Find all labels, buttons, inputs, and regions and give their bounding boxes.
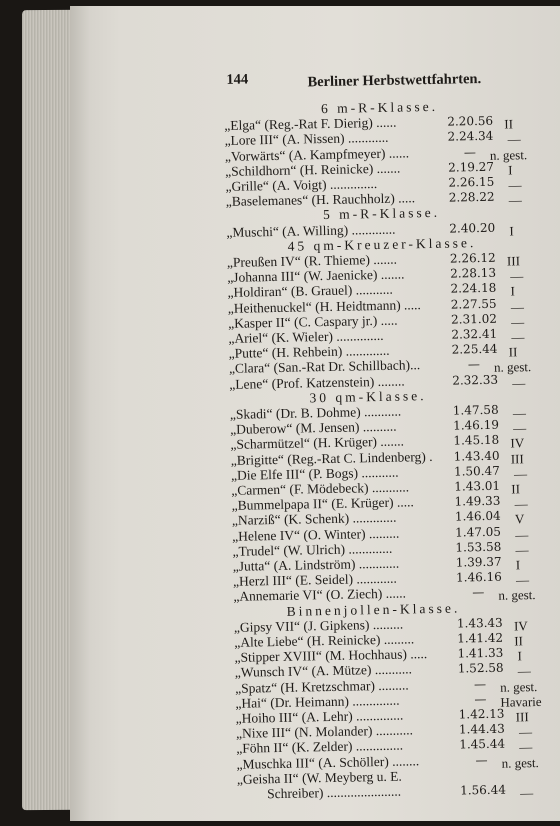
entry-place: — bbox=[513, 465, 528, 482]
entry-time: 1.46.16 bbox=[455, 569, 502, 585]
entry-time: 2.19.27 bbox=[448, 159, 495, 175]
entry-place: n. gest. bbox=[500, 678, 538, 695]
entry-boat: „Skadi“ (Dr. B. Dohme) ........... bbox=[229, 403, 402, 422]
entry-boat: „Scharmützel“ (H. Krüger) ....... bbox=[230, 433, 405, 453]
entry-time: 1.43.40 bbox=[453, 448, 500, 464]
entry-boat: „Spatz“ (H. Kretzschmar) ......... bbox=[234, 677, 409, 696]
entry-boat: „Gipsy VII“ (J. Gipkens) ......... bbox=[233, 616, 404, 635]
entry-place: II bbox=[508, 344, 518, 360]
entry-place: n. gest. bbox=[493, 359, 532, 376]
entry-boat: „Helene IV“ (O. Winter) ......... bbox=[232, 525, 400, 544]
entry-place: I bbox=[510, 283, 516, 299]
entry-time: 2.32.41 bbox=[451, 326, 498, 342]
entry-time: 2.26.12 bbox=[449, 250, 496, 266]
page-number: 144 bbox=[226, 71, 249, 88]
entry-place: III bbox=[510, 450, 524, 467]
entry-time: — bbox=[474, 691, 487, 707]
entry-boat: „Trudel“ (W. Ulrich) ............. bbox=[232, 540, 393, 559]
entry-place: I bbox=[509, 222, 514, 239]
entry-place: — bbox=[518, 724, 533, 740]
entry-time: 1.52.58 bbox=[457, 661, 504, 676]
entry-boat: „Heithenuckel“ (H. Heidtmann) ..... bbox=[227, 296, 421, 316]
entry-boat: „Geisha II“ (W. Meyberg u. E. bbox=[236, 768, 402, 787]
entry-place: — bbox=[510, 298, 524, 315]
entry-boat: „Baselemanes“ (H. Rauchholz) ..... bbox=[225, 190, 416, 210]
entry-boat: „Ariel“ (K. Wieler) .............. bbox=[228, 327, 384, 346]
entry-time: 2.27.55 bbox=[450, 296, 497, 312]
entry-place: II bbox=[514, 633, 524, 649]
entry-time: 2.26.15 bbox=[448, 174, 495, 190]
entry-boat: „Brigitte“ (Reg.-Rat C. Lindenberg) . bbox=[230, 448, 433, 468]
entry-boat: „Annemarie VI“ (O. Ziech) ...... bbox=[233, 585, 407, 605]
entry-time: 1.53.58 bbox=[455, 539, 502, 555]
entry-boat: „Hai“ (Dr. Heimann) .............. bbox=[235, 692, 400, 711]
entry-time: — bbox=[472, 585, 485, 600]
entry-boat: „Die Elfe III“ (P. Bogs) ........... bbox=[230, 464, 399, 483]
entry-place: — bbox=[515, 526, 529, 543]
entry-time: 1.56.44 bbox=[459, 782, 507, 798]
entry-boat: „Wunsch IV“ (A. Mütze) ........... bbox=[234, 661, 413, 681]
entry-time: 2.40.20 bbox=[449, 220, 496, 236]
entry-time: 2.24.34 bbox=[447, 129, 494, 145]
entry-place: — bbox=[515, 541, 529, 558]
entry-boat: „Narziß“ (K. Schenk) ............. bbox=[231, 510, 397, 529]
entry-time: 2.28.22 bbox=[448, 189, 495, 205]
entry-place: — bbox=[510, 314, 525, 330]
class-heading: 6 m-R-Klasse. bbox=[320, 98, 439, 117]
entry-place: II bbox=[511, 481, 521, 497]
entry-time: 1.50.47 bbox=[453, 463, 500, 479]
entry-time: 1.42.13 bbox=[458, 706, 505, 722]
entry-time: 1.43.01 bbox=[454, 478, 501, 494]
entry-place: V bbox=[514, 511, 525, 527]
class-heading: 5 m-R-Klasse. bbox=[322, 205, 441, 223]
entry-time: 1.41.42 bbox=[457, 630, 504, 646]
entry-time: 2.20.56 bbox=[447, 113, 494, 129]
entry-place: I bbox=[508, 162, 513, 178]
entry-boat: „Clara“ (San.-Rat Dr. Schillbach)... bbox=[228, 357, 421, 377]
entry-place: n. gest. bbox=[489, 146, 528, 163]
entry-time: 2.24.18 bbox=[450, 281, 497, 297]
entry-time: — bbox=[463, 144, 477, 159]
entry-boat: „Putte“ (H. Rehbein) ............. bbox=[228, 342, 390, 362]
entry-time: — bbox=[475, 752, 488, 767]
entry-boat: „Carmen“ (F. Mödebeck) ........... bbox=[231, 479, 410, 498]
entry-place: — bbox=[517, 663, 531, 679]
entry-boat: „Lene“ (Prof. Katzenstein) ........ bbox=[229, 373, 405, 392]
entry-place: — bbox=[514, 496, 528, 512]
entry-place: IV bbox=[513, 618, 528, 634]
entry-time: 1.39.37 bbox=[455, 554, 502, 570]
entry-boat: „Muschka III“ (A. Schöller) ........ bbox=[236, 752, 420, 772]
entry-boat: „Jutta“ (A. Lindström) ............ bbox=[232, 555, 400, 574]
entry-place: IV bbox=[510, 435, 525, 451]
entry-time: 2.31.02 bbox=[450, 311, 498, 327]
entry-place: — bbox=[512, 405, 527, 421]
entry-place: — bbox=[513, 420, 527, 436]
entry-time: 1.45.18 bbox=[453, 433, 500, 448]
entry-boat: „Holdiran“ (B. Grauel) ........... bbox=[227, 282, 393, 301]
entry-place: III bbox=[515, 709, 529, 725]
entry-boat: „Stipper XVIII“ (M. Hochhaus) ..... bbox=[234, 646, 428, 666]
class-heading: 45 qm-Kreuzer-Klasse. bbox=[287, 234, 477, 254]
entry-time: 1.43.43 bbox=[456, 615, 503, 631]
entry-boat: „Bummelpapa II“ (E. Krüger) ..... bbox=[231, 494, 414, 514]
entry-time: 1.47.05 bbox=[455, 524, 502, 540]
class-heading: Binnenjollen-Klasse. bbox=[286, 600, 461, 619]
entry-time: 1.47.58 bbox=[452, 402, 499, 418]
entry-boat: „Schildhorn“ (H. Reinicke) ....... bbox=[225, 160, 401, 179]
entry-place: — bbox=[508, 177, 522, 193]
entry-time: 2.28.13 bbox=[450, 265, 497, 281]
entry-time: — bbox=[473, 676, 487, 691]
entry-place: III bbox=[506, 253, 521, 269]
entry-time: 2.32.33 bbox=[452, 372, 499, 388]
entry-time: 2.25.44 bbox=[451, 341, 498, 357]
entry-boat: „Duberow“ (M. Jensen) .......... bbox=[230, 418, 397, 438]
entry-place: — bbox=[520, 785, 534, 801]
entry-place: II bbox=[504, 116, 514, 132]
entry-place: I bbox=[517, 648, 523, 664]
entry-place: — bbox=[511, 329, 525, 345]
entry-boat: „Muschi“ (A. Willing) ............. bbox=[226, 221, 396, 240]
entry-place: — bbox=[512, 374, 526, 391]
entry-time: 1.41.33 bbox=[457, 645, 504, 661]
entry-time: 1.46.04 bbox=[454, 509, 501, 524]
entry-place: — bbox=[507, 131, 521, 147]
entry-boat: „Vorwärts“ (A. Kampfmeyer) ...... bbox=[224, 144, 410, 164]
entry-place: — bbox=[510, 268, 524, 284]
entry-place: — bbox=[515, 572, 530, 588]
entry-boat: „Alte Liebe“ (H. Reinicke) ......... bbox=[234, 631, 415, 650]
entry-place: — bbox=[519, 739, 533, 755]
entry-time: — bbox=[467, 357, 481, 372]
entry-place: — bbox=[508, 192, 522, 208]
running-title: Berliner Herbstwettfahrten. bbox=[307, 70, 482, 91]
entry-boat: „Johanna III“ (W. Jaenicke) ....... bbox=[227, 266, 405, 286]
entry-place: I bbox=[515, 557, 521, 573]
entry-boat: „Nixe III“ (N. Molander) ........... bbox=[235, 722, 414, 742]
entry-place: Havarie bbox=[500, 693, 542, 710]
entry-time: 1.49.33 bbox=[454, 493, 501, 509]
entry-boat: „Grille“ (A. Voigt) .............. bbox=[225, 176, 378, 194]
entry-boat: „Hoiho III“ (A. Lehr) .............. bbox=[235, 707, 404, 726]
entry-boat: „Lore III“ (A. Nissen) ............ bbox=[224, 130, 389, 149]
entry-boat: „Elga“ (Reg.-Rat F. Dierig) ...... bbox=[224, 114, 397, 134]
entry-boat: Schreiber) ...................... bbox=[267, 783, 402, 802]
entry-time: 1.44.43 bbox=[458, 721, 505, 737]
entry-boat: „Kasper II“ (C. Caspary jr.) ..... bbox=[227, 312, 398, 331]
entry-boat: „Herzl III“ (E. Seidel) ............ bbox=[232, 570, 398, 590]
class-heading: 30 qm-Klasse. bbox=[309, 387, 427, 406]
entry-boat: „Föhn II“ (K. Zelder) .............. bbox=[236, 738, 404, 757]
entry-place: n. gest. bbox=[501, 754, 539, 771]
entry-boat: „Preußen IV“ (R. Thieme) ....... bbox=[226, 251, 398, 270]
entry-place: n. gest. bbox=[498, 587, 536, 604]
entry-time: 1.46.19 bbox=[452, 417, 500, 433]
entry-time: 1.45.44 bbox=[459, 737, 506, 752]
